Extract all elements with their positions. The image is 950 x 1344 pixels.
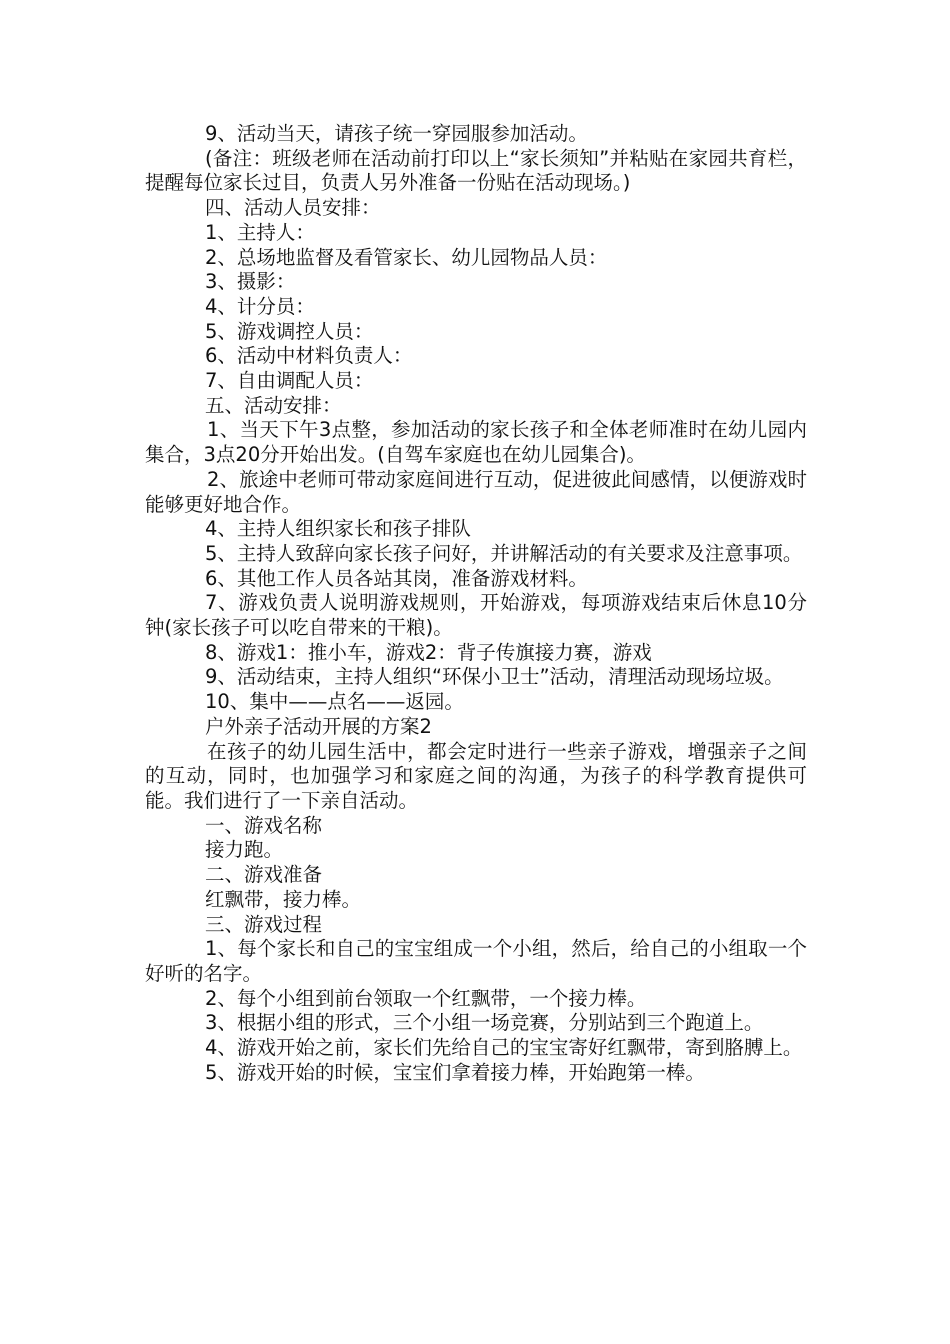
paragraph: 9、活动当天，请孩子统一穿园服参加活动。 bbox=[205, 122, 588, 145]
section-heading: 四、活动人员安排： bbox=[205, 196, 381, 220]
list-item: 2、每个小组到前台领取一个红飘带，一个接力棒。 bbox=[205, 986, 647, 1010]
section-heading: 五、活动安排： bbox=[205, 393, 342, 417]
list-item: 4、主持人组织家长和孩子排队 bbox=[205, 517, 471, 541]
list-item: 2、旅途中老师可带动家庭间进行互动，促进彼此间感情，以便游戏时能够更好地合作。 bbox=[145, 467, 807, 516]
paragraph: 红飘带，接力棒。 bbox=[205, 887, 362, 911]
paragraph: (备注：班级老师在活动前打印以上“家长须知”并粘贴在家园共育栏，提醒每位家长过目，负责人另外准备一份贴在活动现场。) bbox=[145, 146, 807, 195]
document-subtitle: 户外亲子活动开展的方案2 bbox=[205, 714, 432, 738]
list-item: 3、根据小组的形式，三个小组一场竞赛，分别站到三个跑道上。 bbox=[205, 1011, 764, 1035]
list-item: 9、活动结束，主持人组织“环保小卫士”活动，清理活动现场垃圾。 bbox=[205, 665, 784, 689]
list-item: 7、游戏负责人说明游戏规则，开始游戏，每项游戏结束后休息10分钟(家长孩子可以吃自带来的干粮)。 bbox=[145, 591, 807, 640]
list-item: 6、活动中材料负责人： bbox=[205, 344, 413, 368]
list-item: 4、游戏开始之前，家长们先给自己的宝宝寄好红飘带，寄到胳膊上。 bbox=[205, 1036, 803, 1060]
list-item: 1、当天下午3点整，参加活动的家长孩子和全体老师准时在幼儿园内集合，3点20分开始出发。(自驾车家庭也在幼儿园集合)。 bbox=[145, 418, 807, 467]
list-item: 10、集中——点名——返园。 bbox=[205, 690, 464, 714]
list-item: 5、主持人致辞向家长孩子问好，并讲解活动的有关要求及注意事项。 bbox=[205, 541, 803, 565]
list-item: 8、游戏1：推小车，游戏2：背子传旗接力赛，游戏 bbox=[205, 640, 652, 664]
section-heading: 二、游戏准备 bbox=[205, 863, 323, 887]
list-item: 1、每个家长和自己的宝宝组成一个小组，然后，给自己的小组取一个好听的名字。 bbox=[145, 937, 807, 985]
list-item: 1、主持人： bbox=[205, 220, 315, 244]
document-body bbox=[145, 122, 807, 1085]
paragraph: 接力跑。 bbox=[205, 838, 284, 862]
list-item: 4、计分员： bbox=[205, 294, 315, 318]
list-item: 5、游戏开始的时候，宝宝们拿着接力棒，开始跑第一棒。 bbox=[205, 1060, 705, 1084]
list-item: 5、游戏调控人员： bbox=[205, 319, 374, 343]
list-item: 3、摄影： bbox=[205, 270, 296, 294]
list-item: 2、总场地监督及看管家长、幼儿园物品人员： bbox=[205, 245, 608, 269]
section-heading: 一、游戏名称 bbox=[205, 813, 323, 837]
section-heading: 三、游戏过程 bbox=[205, 912, 323, 936]
list-item: 6、其他工作人员各站其岗，准备游戏材料。 bbox=[205, 566, 588, 590]
list-item: 7、自由调配人员： bbox=[205, 369, 374, 393]
paragraph: 在孩子的幼儿园生活中，都会定时进行一些亲子游戏，增强亲子之间的互动，同时，也加强学习和家庭之间的沟通，为孩子的科学教育提供可能。我们进行了一下亲自活动。 bbox=[145, 739, 807, 812]
